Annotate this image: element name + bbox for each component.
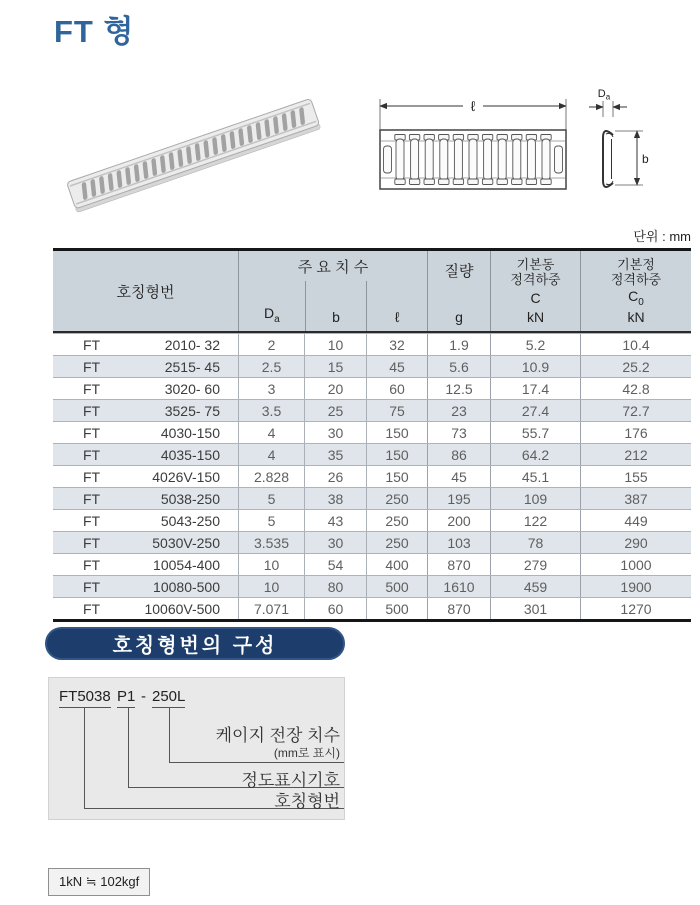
cell-designation: FT 10080-500: [83, 578, 220, 595]
cell-b: 60: [304, 598, 366, 619]
spec-table: [53, 248, 691, 622]
cell-designation: FT 2010- 32: [83, 336, 220, 353]
cell-Da: 3.535: [238, 532, 304, 553]
cell-mass: 870: [427, 598, 490, 619]
cell-dynamic-load: 45.1: [490, 466, 580, 487]
table-row: [53, 531, 691, 553]
cell-b: 43: [304, 510, 366, 531]
cell-static-load: 42.8: [580, 378, 691, 399]
label-precision-symbol: 정도표시기호: [241, 771, 340, 790]
cell-Da: 3.5: [238, 400, 304, 421]
code-length: 250L: [152, 688, 185, 708]
table-row: [53, 421, 691, 443]
cell-l: 250: [366, 532, 427, 553]
cell-b: 15: [304, 356, 366, 377]
cell-static-load: 10.4: [580, 334, 691, 355]
cell-designation: FT 5030V-250: [83, 534, 220, 551]
unit-label: 단위 : mm: [633, 229, 691, 244]
table-row: [53, 355, 691, 377]
cell-l: 250: [366, 488, 427, 509]
cell-Da: 10: [238, 554, 304, 575]
cell-b: 25: [304, 400, 366, 421]
cell-l: 250: [366, 510, 427, 531]
cell-mass: 86: [427, 444, 490, 465]
cell-l: 75: [366, 400, 427, 421]
section-title-designation-composition: 호칭형번의 구성: [45, 627, 345, 660]
cell-l: 500: [366, 598, 427, 619]
cell-b: 35: [304, 444, 366, 465]
cell-Da: 5: [238, 488, 304, 509]
table-row: [53, 443, 691, 465]
cell-static-load: 449: [580, 510, 691, 531]
cell-static-load: 72.7: [580, 400, 691, 421]
cell-designation: FT 4030-150: [83, 424, 220, 441]
cell-mass: 45: [427, 466, 490, 487]
cell-l: 500: [366, 576, 427, 597]
cell-dynamic-load: 64.2: [490, 444, 580, 465]
cell-designation: FT 4026V-150: [83, 468, 220, 485]
cell-designation: FT 10060V-500: [83, 600, 220, 617]
cell-l: 150: [366, 444, 427, 465]
header-Da: $D_a$: [263, 305, 280, 325]
cell-designation: FT 10054-400: [83, 556, 220, 573]
table-row: [53, 597, 691, 619]
cell-dynamic-load: 301: [490, 598, 580, 619]
cell-l: 150: [366, 466, 427, 487]
cell-dynamic-load: 55.7: [490, 422, 580, 443]
cell-designation: FT 2515- 45: [83, 358, 220, 375]
cell-b: 54: [304, 554, 366, 575]
cell-designation: FT 3020- 60: [83, 380, 220, 397]
roller-spools: [384, 135, 563, 185]
code-series: FT5038: [59, 688, 111, 708]
cell-static-load: 1270: [580, 598, 691, 619]
header-static-load: 기본정 정격하중 $C_0$ kN: [580, 251, 691, 331]
cell-l: 60: [366, 378, 427, 399]
cell-b: 20: [304, 378, 366, 399]
cell-dynamic-load: 10.9: [490, 356, 580, 377]
cell-b: 80: [304, 576, 366, 597]
dim-label-length: ℓ: [470, 98, 476, 114]
cell-Da: 2: [238, 334, 304, 355]
cell-Da: 7.071: [238, 598, 304, 619]
dim-label-b: b: [642, 152, 649, 166]
cell-designation: FT 5038-250: [83, 490, 220, 507]
cell-Da: 4: [238, 444, 304, 465]
cell-mass: 103: [427, 532, 490, 553]
cell-mass: 12.5: [427, 378, 490, 399]
header-dynamic-load: 기본동 정격하중 C kN: [490, 251, 580, 331]
designation-composition-diagram: [48, 677, 345, 820]
cell-static-load: 176: [580, 422, 691, 443]
cell-dynamic-load: 459: [490, 576, 580, 597]
cell-designation: FT 3525- 75: [83, 402, 220, 419]
header-l: ℓ: [366, 281, 427, 331]
cell-static-load: 1900: [580, 576, 691, 597]
header-designation: 호칭형번: [116, 283, 175, 301]
page-title: FT 형: [54, 14, 135, 49]
table-row: [53, 553, 691, 575]
cell-static-load: 387: [580, 488, 691, 509]
table-row: [53, 487, 691, 509]
cell-b: 10: [304, 334, 366, 355]
cell-Da: 2.5: [238, 356, 304, 377]
table-row: [53, 399, 691, 421]
cell-mass: 1610: [427, 576, 490, 597]
table-body: [53, 333, 691, 619]
header-main-dimensions-group: [238, 251, 427, 331]
cell-designation: FT 4035-150: [83, 446, 220, 463]
cell-Da: 3: [238, 378, 304, 399]
cell-designation: FT 5043-250: [83, 512, 220, 529]
cell-dynamic-load: 122: [490, 510, 580, 531]
cell-static-load: 25.2: [580, 356, 691, 377]
header-mass: 질량 g: [427, 251, 490, 331]
conversion-note: 1kN ≒ 102kgf: [48, 868, 150, 896]
cell-mass: 1.9: [427, 334, 490, 355]
label-designation-number: 호칭형번: [274, 792, 340, 811]
table-row: [53, 377, 691, 399]
cell-mass: 195: [427, 488, 490, 509]
cell-b: 26: [304, 466, 366, 487]
cell-static-load: 290: [580, 532, 691, 553]
cell-mass: 23: [427, 400, 490, 421]
cell-dynamic-load: 27.4: [490, 400, 580, 421]
cell-l: 400: [366, 554, 427, 575]
header-b: b: [305, 281, 367, 331]
table-row: [53, 465, 691, 487]
cell-l: 32: [366, 334, 427, 355]
cell-mass: 200: [427, 510, 490, 531]
code-dash: -: [141, 688, 146, 705]
cell-b: 38: [304, 488, 366, 509]
cell-Da: 2.828: [238, 466, 304, 487]
cell-static-load: 155: [580, 466, 691, 487]
cell-mass: 870: [427, 554, 490, 575]
cell-dynamic-load: 279: [490, 554, 580, 575]
cell-static-load: 212: [580, 444, 691, 465]
cell-Da: 4: [238, 422, 304, 443]
cell-mass: 73: [427, 422, 490, 443]
cell-l: 45: [366, 356, 427, 377]
table-row: [53, 333, 691, 355]
technical-drawing: [375, 85, 700, 215]
cell-b: 30: [304, 422, 366, 443]
cell-Da: 10: [238, 576, 304, 597]
table-header: [53, 251, 691, 333]
table-row: [53, 575, 691, 597]
cell-dynamic-load: 78: [490, 532, 580, 553]
label-cage-length: 케이지 전장 치수 (mm로 표시): [215, 726, 340, 760]
dim-label-Da: $D_a$: [597, 88, 611, 102]
cell-b: 30: [304, 532, 366, 553]
cell-dynamic-load: 17.4: [490, 378, 580, 399]
cell-dynamic-load: 109: [490, 488, 580, 509]
cell-l: 150: [366, 422, 427, 443]
cell-static-load: 1000: [580, 554, 691, 575]
code-precision: P1: [117, 688, 135, 708]
cell-Da: 5: [238, 510, 304, 531]
header-main-dimensions: 주 요 치 수: [297, 258, 369, 276]
product-photo-roller-cage: [40, 85, 360, 225]
cell-mass: 5.6: [427, 356, 490, 377]
table-row: [53, 509, 691, 531]
cell-dynamic-load: 5.2: [490, 334, 580, 355]
